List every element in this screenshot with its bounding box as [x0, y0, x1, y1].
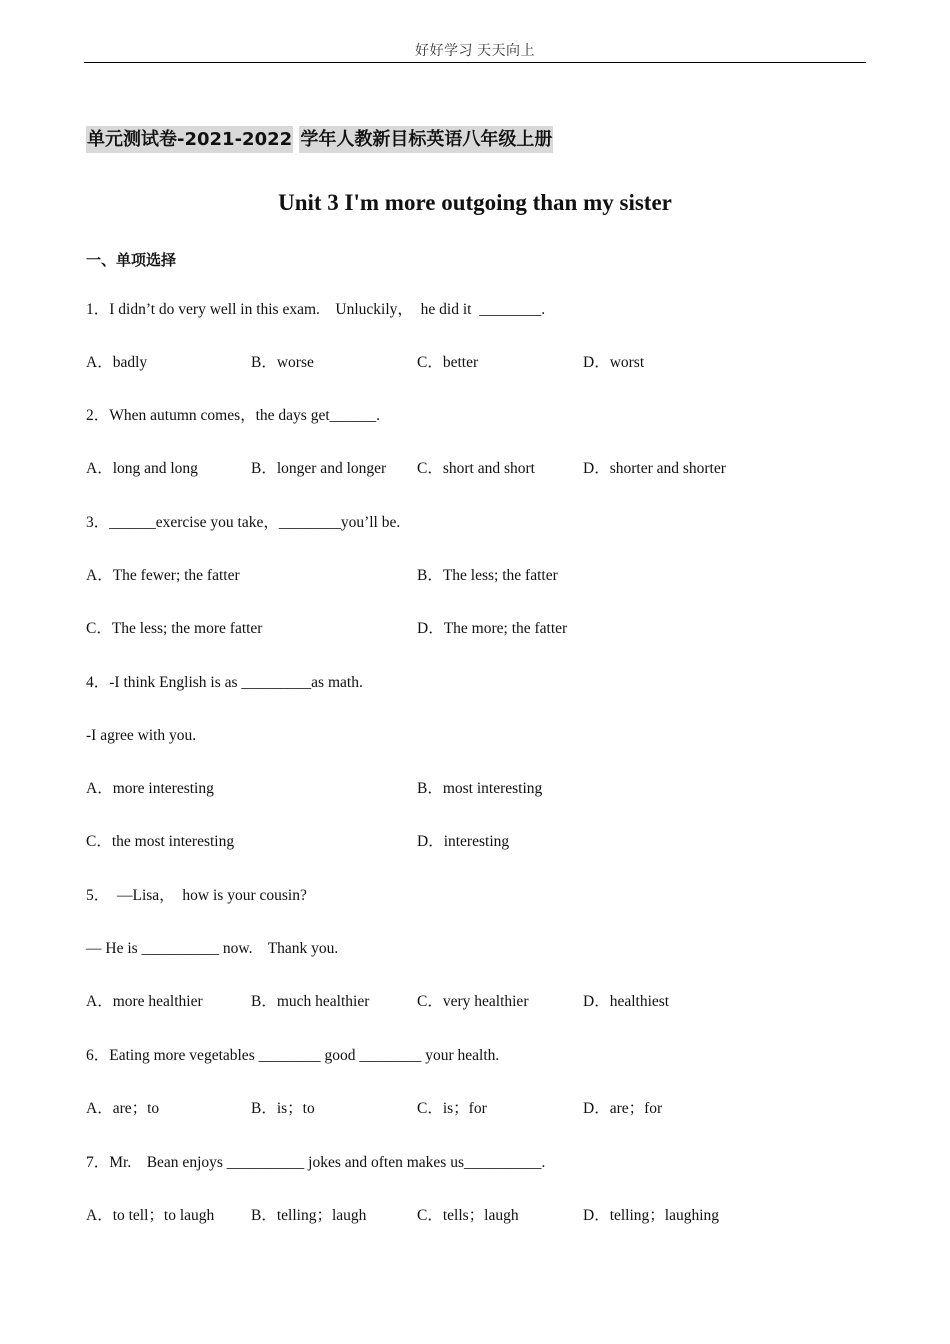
question-4-option-b: B．most interesting [417, 780, 543, 797]
question-2-option-b: B．longer and longer [251, 460, 387, 477]
question-7-option-a: A．to tell；to laugh [86, 1207, 215, 1224]
series-title-part1: 单元测试卷-2021-2022 [86, 126, 293, 153]
question-3-option-a: A．The fewer; the fatter [86, 567, 240, 584]
question-3-option-b: B．The less; the fatter [417, 567, 558, 584]
question-4-option-c: C．the most interesting [86, 833, 235, 850]
page-header-motto: 好好学习 天天向上 [415, 44, 535, 59]
question-7-stem: 7．Mr. Bean enjoys __________ jokes and often makes us__________. [86, 1154, 546, 1171]
question-1-option-d: D．worst [583, 354, 645, 371]
question-7-option-b: B．telling；laugh [251, 1207, 367, 1224]
question-2-stem: 2．When autumn comes，the days get______. [86, 407, 381, 424]
question-5-stem: 5． —Lisa， how is your cousin? [86, 887, 307, 904]
question-4-option-d: D．interesting [417, 833, 510, 850]
question-7-option-c: C．tells；laugh [417, 1207, 519, 1224]
question-4-option-a: A．more interesting [86, 780, 214, 797]
question-4-stem: 4．-I think English is as _________as math. [86, 674, 363, 691]
series-title-part2: 学年人教新目标英语八年级上册 [299, 126, 553, 153]
question-4-stem-line2: -I agree with you. [86, 727, 197, 744]
question-6-option-a: A．are；to [86, 1100, 160, 1117]
series-title [86, 124, 553, 156]
question-6-option-c: C．is；for [417, 1100, 487, 1117]
question-6-option-d: D．are；for [583, 1100, 663, 1117]
question-2-option-c: C．short and short [417, 460, 535, 477]
question-5-option-c: C．very healthier [417, 993, 529, 1010]
question-1-stem: 1．I didn’t do very well in this exam. Unluckily， he did it ________. [86, 301, 546, 318]
question-3-stem: 3．______exercise you take，________you’ll be. [86, 514, 401, 531]
question-1-option-b: B．worse [251, 354, 314, 371]
question-6-option-b: B．is；to [251, 1100, 315, 1117]
question-1-option-a: A．badly [86, 354, 148, 371]
section-heading: 一、单项选择 [86, 251, 177, 269]
question-1-option-c: C．better [417, 354, 479, 371]
question-2-option-a: A．long and long [86, 460, 198, 477]
question-5-stem-line2: — He is __________ now. Thank you. [86, 940, 339, 957]
question-3-option-d: D．The more; the fatter [417, 620, 568, 637]
question-6-stem: 6．Eating more vegetables ________ good ________ your health. [86, 1047, 500, 1064]
question-5-option-a: A．more healthier [86, 993, 203, 1010]
question-5-option-b: B．much healthier [251, 993, 370, 1010]
question-7-option-d: D．telling；laughing [583, 1207, 720, 1224]
header-divider [84, 62, 866, 63]
question-5-option-d: D．healthiest [583, 993, 670, 1010]
question-2-option-d: D．shorter and shorter [583, 460, 726, 477]
unit-title: Unit 3 I'm more outgoing than my sister [278, 190, 672, 215]
question-3-option-c: C．The less; the more fatter [86, 620, 263, 637]
